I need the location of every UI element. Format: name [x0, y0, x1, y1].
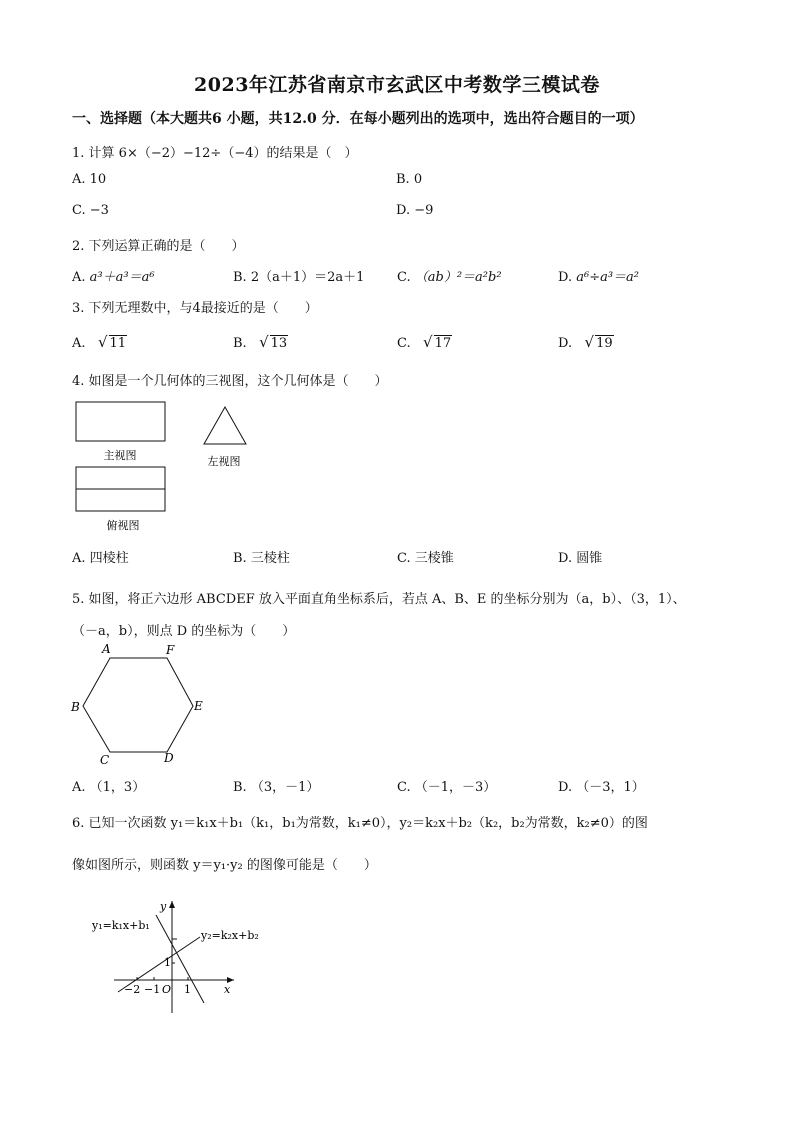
left-view-triangle	[204, 407, 246, 444]
vertex-e: E	[194, 699, 203, 713]
label-y-axis: y	[160, 900, 167, 913]
q2-option-b-expr: 2（a＋1）＝2a＋1	[250, 270, 365, 285]
q4-option-b[interactable]: B. 三棱柱	[233, 551, 290, 566]
sqrt-icon: √	[584, 333, 595, 351]
vertex-a: A	[102, 642, 111, 656]
q2-option-c-label: C.	[397, 270, 411, 285]
section-heading: 一、选择题（本大题共6 小题，共12.0 分．在每小题列出的选项中，选出符合题目的一项）	[72, 111, 644, 127]
q4-option-c[interactable]: C. 三棱锥	[397, 551, 454, 566]
q2-option-d-expr: a⁶÷a³＝a²	[576, 270, 640, 285]
sqrt-icon: √	[423, 333, 433, 351]
q3-option-b[interactable]	[233, 333, 288, 351]
q3-option-b-label: B.	[233, 336, 247, 351]
label-y2: y₂=k₂x+b₂	[201, 929, 259, 942]
q5-option-d[interactable]: D. （－3，1）	[558, 780, 645, 795]
q1-option-a[interactable]: A. 10	[72, 172, 107, 187]
q1-option-b[interactable]: B. 0	[396, 172, 423, 187]
q5-option-a[interactable]: A. （1，3）	[72, 780, 146, 795]
label-x-axis: x	[224, 983, 231, 996]
q2-option-d-label: D.	[558, 270, 573, 285]
q4-option-a[interactable]: A. 四棱柱	[72, 551, 129, 566]
hexagon-shape	[83, 658, 193, 752]
q5-option-c[interactable]: C. （－1，－3）	[397, 780, 497, 795]
page-title: 2023年江苏省南京市玄武区中考数学三模试卷	[194, 74, 600, 96]
q2-option-a[interactable]	[72, 266, 155, 285]
q2-option-d[interactable]	[558, 266, 639, 285]
label-neg-two: −2	[124, 983, 141, 996]
front-view-rect	[76, 402, 165, 441]
q3-option-c-radicand: 17	[434, 336, 452, 351]
three-views-figure	[70, 398, 260, 538]
q2-option-b[interactable]	[233, 266, 364, 285]
q2-option-b-label: B.	[233, 270, 247, 285]
left-view-label: 左视图	[207, 455, 241, 468]
vertex-c: C	[100, 753, 110, 767]
question-3-stem: 3. 下列无理数中，与4最接近的是（ ）	[72, 301, 318, 316]
question-2-stem: 2. 下列运算正确的是（ ）	[72, 239, 245, 254]
hexagon-figure	[66, 638, 216, 768]
vertex-d: D	[164, 751, 174, 765]
question-1-stem: 1. 计算 6×（−2）−12÷（−4）的结果是（ ）	[72, 146, 358, 161]
vertex-f: F	[166, 643, 175, 657]
q3-option-a-label: A.	[72, 336, 86, 351]
q3-option-d-label: D.	[558, 336, 573, 351]
label-neg-one: −1	[144, 983, 161, 996]
q2-option-c-expr: （ab）²＝a²b²	[414, 270, 502, 285]
label-origin: O	[162, 983, 172, 996]
q2-option-c[interactable]	[397, 266, 502, 285]
question-6-stem-line2: 像如图所示，则函数 y＝y₁·y₂ 的图像可能是（ ）	[72, 858, 377, 873]
q1-option-d[interactable]: D. −9	[396, 203, 434, 218]
linear-functions-graph	[84, 895, 284, 1020]
q3-option-c[interactable]	[397, 333, 452, 351]
vertex-b: B	[71, 700, 80, 714]
q3-option-c-label: C.	[397, 336, 411, 351]
q1-option-c[interactable]: C. −3	[72, 203, 109, 218]
sqrt-icon: √	[259, 333, 269, 351]
question-5-stem-line2: （－a，b），则点 D 的坐标为（ ）	[72, 624, 296, 639]
top-view-label: 俯视图	[106, 519, 140, 532]
q3-option-d-radicand: 19	[596, 336, 613, 351]
label-one-y: 1	[164, 956, 171, 969]
q4-option-d[interactable]: D. 圆锥	[558, 551, 603, 566]
q2-option-a-label: A.	[72, 270, 86, 285]
question-5-stem-line1: 5. 如图，将正六边形 ABCDEF 放入平面直角坐标系后，若点 A、B、E 的坐标分别为（a，b）、（3，1）、	[72, 592, 686, 607]
label-y1: y₁=k₁x+b₁	[92, 919, 150, 932]
q3-option-a[interactable]	[72, 333, 127, 351]
front-view-label: 主视图	[103, 449, 137, 462]
question-4-stem: 4. 如图是一个几何体的三视图，这个几何体是（ ）	[72, 374, 388, 389]
q2-option-a-expr: a³＋a³＝a⁶	[89, 270, 155, 285]
q3-option-a-radicand: 11	[109, 336, 127, 351]
sqrt-icon: √	[97, 333, 108, 351]
label-one-x: 1	[184, 983, 191, 996]
q5-option-b[interactable]: B. （3，－1）	[233, 780, 320, 795]
question-6-stem-line1: 6. 已知一次函数 y₁＝k₁x＋b₁（k₁，b₁为常数，k₁≠0），y₂＝k₂x＋b₂（k₂，b₂为常数，k₂≠0）的图	[72, 816, 648, 831]
y-axis-arrow-icon	[169, 901, 175, 908]
q3-option-b-radicand: 13	[270, 336, 288, 351]
q3-option-d[interactable]	[558, 333, 614, 351]
